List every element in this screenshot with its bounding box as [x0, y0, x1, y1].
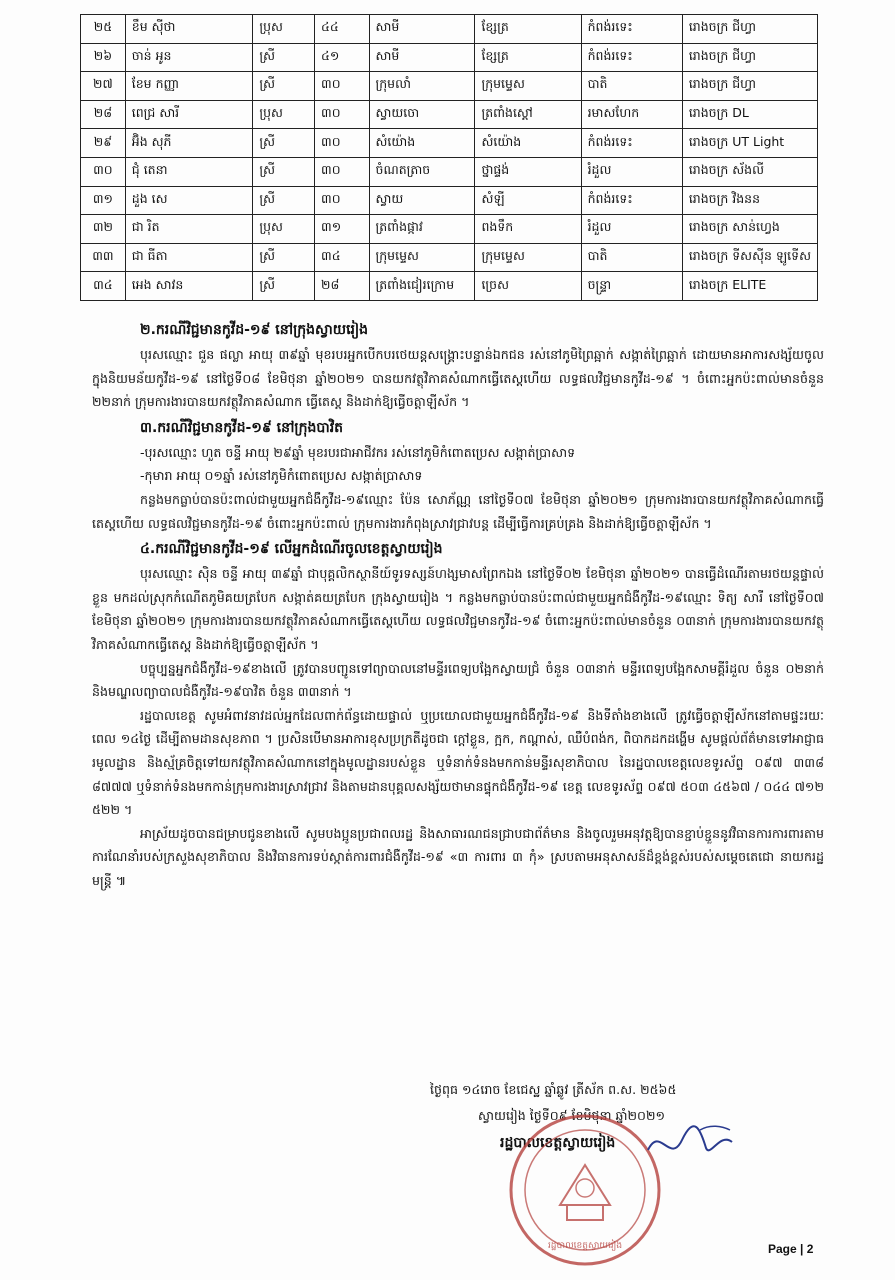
cell-factory: រោងចក្រ សាន់ហ្វេង	[682, 215, 817, 244]
cell-age: ៣០	[315, 186, 369, 215]
cell-age: ៣០	[315, 129, 369, 158]
cell-age: ៣៤	[315, 243, 369, 272]
authority-title: រដ្ឋបាលខេត្តស្វាយរៀង	[500, 1135, 616, 1151]
cell-job: សំយ៉ោង	[369, 129, 475, 158]
cell-commune: ចន្ទ្រា	[581, 272, 682, 301]
table-row	[81, 272, 818, 301]
cell-village: ក្រុមម្ទេស	[475, 72, 581, 101]
seal-text: រដ្ឋបាលខេត្តស្វាយរៀង	[547, 1241, 623, 1251]
cell-age: ៣០	[315, 100, 369, 129]
lunar-date: ថ្ងៃពុធ ១៤រោច ខែជេស្ឋ ឆ្នាំឆ្លូវ ត្រីស័ក ព.ស. ២៥៦៥	[430, 1082, 677, 1097]
cell-no: ២៩	[81, 129, 126, 158]
cell-commune: កំពង់រទេះ	[581, 186, 682, 215]
cell-age: ២៨	[315, 272, 369, 301]
cell-job: សាមី	[369, 43, 475, 72]
cell-name: ដួង សេ	[125, 186, 253, 215]
cell-sex: ប្រុស	[253, 215, 315, 244]
table-row	[81, 100, 818, 129]
table-row	[81, 157, 818, 186]
section-4-paragraph: បុរសឈ្មោះ ស៊ិន ចន្ទី អាយុ ៣៩ឆ្នាំ ជាបុគ្គលិកស្ថានីយ៍ទូរទស្សន៍ហង្សមាសព្រែកឯង នៅថ្ងៃទី០២ ខែមិថុនា ឆ្នាំ២០២១ បានធ្វើដំណើរតាមរថយន្តផ្ទាល់ខ្លួន មកដល់ស្រុកកំណើតភូមិគយត្របែក សង្កាត់គយត្របែក ក្រុងស្វាយរៀង ។ កន្លងមកធ្លាប់បានប៉ះពាល់ជាមួយអ្នកជំងឺកូវីដ-១៩ឈ្មោះ ទិត្យ សារី នៅថ្ងៃទី០៧ ខែមិថុនា ឆ្នាំ២០២១ ក្រុមការងារបានយកវត្ថុវិភាគសំណាកធ្វើតេស្តហើយ លទ្ធផលវិជ្ជមានកូវីដ-១៩ ចំពោះអ្នកប៉ះពាល់មានចំនួន ០៣នាក់ ក្រុមការងារបានយកវត្ថុវិភាគសំណាកធ្វើតេស្ត និងដាក់ឱ្យធ្វើចត្តាឡីស័ក ។	[92, 566, 824, 652]
cell-village: ខ្សែត្រ	[475, 43, 581, 72]
cell-village: ត្រពាំងស្ដៅ	[475, 100, 581, 129]
table-row	[81, 129, 818, 158]
cell-age: ៣១	[315, 215, 369, 244]
cell-sex: ស្រី	[253, 243, 315, 272]
report-body	[92, 316, 824, 892]
section-3-paragraph: កន្លងមកធ្លាប់បានប៉ះពាល់ជាមួយអ្នកជំងឺកូវីដ-១៩ឈ្មោះ ប៉ែន សោភ័ណ្ណ នៅថ្ងៃទី០៧ ខែមិថុនា ឆ្នាំ២០២១ ក្រុមការងារបានយកវត្ថុវិភាគសំណាកធ្វើតេស្តហើយ លទ្ធផលវិជ្ជមានកូវីដ-១៩ ចំពោះអ្នកប៉ះពាល់ ក្រុមការងារកំពុងស្រាវជ្រាវបន្ត ដើម្បីធ្វើការគ្រប់គ្រង និងដាក់ឱ្យធ្វើចត្តាឡីស័ក ។	[92, 491, 824, 531]
cell-no: ២៧	[81, 72, 126, 101]
cell-sex: ស្រី	[253, 272, 315, 301]
cell-job: ស្វាយចោ	[369, 100, 475, 129]
cell-job: ចំណតត្រាច	[369, 157, 475, 186]
case-table	[80, 14, 818, 301]
cell-sex: ប្រុស	[253, 15, 315, 44]
cell-village: ពងទឹក	[475, 215, 581, 244]
cell-no: ២៨	[81, 100, 126, 129]
cell-name: ជា រិត	[125, 215, 253, 244]
cell-age: ៣០	[315, 157, 369, 186]
cell-sex: ស្រី	[253, 157, 315, 186]
cell-sex: ស្រី	[253, 186, 315, 215]
table-row	[81, 243, 818, 272]
treatment-paragraph: បច្ចុប្បន្នអ្នកជំងឺកូវីដ-១៩ខាងលើ ត្រូវបានបញ្ជូនទៅព្យាបាលនៅមន្ទីរពេទ្យបង្អែកស្វាយជ្រំ ចំនួន ០៣នាក់ មន្ទីរពេទ្យបង្អែកសាមគ្គីរំដួល ចំនួន ០២នាក់ និងមណ្ឌលព្យាបាលជំងឺកូវីដ-១៩បាវិត ចំនួន ៣៣នាក់ ។	[92, 660, 824, 700]
cell-commune: បាតិ	[581, 243, 682, 272]
cell-factory: រោងចក្រ ទីសស៊ីន ឡូទើស	[682, 243, 817, 272]
cell-no: ៣៤	[81, 272, 126, 301]
cell-sex: ប្រុស	[253, 100, 315, 129]
cell-age: ៤៤	[315, 15, 369, 44]
cell-name: ពេជ្រ សារី	[125, 100, 253, 129]
cell-village: សំយ៉ោង	[475, 129, 581, 158]
table-row	[81, 15, 818, 44]
cell-age: ៤១	[315, 43, 369, 72]
cell-job: សាមី	[369, 15, 475, 44]
cell-village: សំឡី	[475, 186, 581, 215]
cell-commune: រំដួល	[581, 157, 682, 186]
cell-name: ចាន់ អូន	[125, 43, 253, 72]
section-4-title: ៤.ករណីវិជ្ជមានកូវីដ-១៩ លើអ្នកដំណើរចូលខេត្តស្វាយរៀង	[140, 541, 443, 558]
place-date: ស្វាយរៀង ថ្ងៃទី០៩ ខែមិថុនា ឆ្នាំ២០២១	[478, 1108, 666, 1123]
cell-commune: រំដួល	[581, 215, 682, 244]
cell-job: ក្រុមលាំ	[369, 72, 475, 101]
table-row	[81, 215, 818, 244]
section-3-title: ៣.ករណីវិជ្ជមានកូវីដ-១៩ នៅក្រុងបាវិត	[140, 419, 344, 436]
table-row	[81, 72, 818, 101]
cell-commune: កំពង់រទេះ	[581, 129, 682, 158]
cell-village: ក្រុមម្ទេស	[475, 243, 581, 272]
cell-factory: រោងចក្រ UT Light	[682, 129, 817, 158]
section-3-case-2: -កុមារា អាយុ ០១ឆ្នាំ រស់នៅភូមិកំពោតប្រេស សង្កាត់ប្រាសាទ	[140, 468, 423, 484]
cell-name: ខែម កញ្ញា	[125, 72, 253, 101]
cell-village: ថ្នាផ្ទង់	[475, 157, 581, 186]
closing-paragraph: អាស្រ័យដូចបានជម្រាបជូនខាងលើ សូមបងប្អូនប្រជាពលរដ្ឋ និងសាធារណជនជ្រាបជាព័ត៌មាន និងចូលរួមអនុវត្តឱ្យបានខ្ជាប់ខ្ជួននូវវិធានការការពារតាមការណែនាំរបស់ក្រសួងសុខាភិបាល និងវិធានការទប់ស្កាត់ការពារជំងឺកូវីដ-១៩ «៣ ការពារ ៣ កុំ» ស្របតាមអនុសាសន៍ដ៏ខ្ពង់ខ្ពស់របស់សម្ដេចតេជោ នាយករដ្ឋមន្ត្រី ៕	[92, 825, 824, 888]
case-table-body	[81, 15, 818, 301]
cell-job: ត្រពាំងផ្កាវ	[369, 215, 475, 244]
cell-village: ច្រេស	[475, 272, 581, 301]
cell-name: អ៊ិង សុភី	[125, 129, 253, 158]
cell-factory: រោងចក្រ ស័ងលី	[682, 157, 817, 186]
cell-factory: រោងចក្រ DL	[682, 100, 817, 129]
cell-factory: រោងចក្រ វិងនន	[682, 186, 817, 215]
cell-sex: ស្រី	[253, 72, 315, 101]
cell-job: ត្រពាំងជៀរក្រោម	[369, 272, 475, 301]
cell-job: ក្រុមម្ទេស	[369, 243, 475, 272]
cell-job: ស្វាយ	[369, 186, 475, 215]
cell-village: ខ្សែត្រ	[475, 15, 581, 44]
cell-no: ៣៣	[81, 243, 126, 272]
cell-name: អេង សាវន	[125, 272, 253, 301]
section-2-paragraph: បុរសឈ្មោះ ជួន ផល្លា អាយុ ៣៩ឆ្នាំ មុខរបរអ្នកបើកបរថេយន្ដសង្គ្រោះបន្ទាន់ឯកជន រស់នៅភូមិព្រៃឆ្អាក់ សង្កាត់ព្រៃឆ្អាក់ ដោយមានអាការសង្ស័យចូលក្នុងនិយមន័យកូវីដ-១៩ នៅថ្ងៃទី០៨ ខែមិថុនា ឆ្នាំ២០២១ បានយកវត្ថុវិភាគសំណាកធ្វើតេស្តហើយ លទ្ធផលវិជ្ជមានកូវីដ-១៩ ។ ចំពោះអ្នកប៉ះពាល់មានចំនួន ២២នាក់ ក្រុមការងារបានយកវត្ថុវិភាគសំណាក ធ្វើតេស្ត និងដាក់ឱ្យធ្វើចត្តាឡីស័ក ។	[92, 347, 824, 410]
cell-sex: ស្រី	[253, 43, 315, 72]
handwritten-signature	[640, 1120, 750, 1170]
cell-name: ខឹម ស៊ីថា	[125, 15, 253, 44]
cell-no: ៣២	[81, 215, 126, 244]
cell-sex: ស្រី	[253, 129, 315, 158]
cell-factory: រោងចក្រ ជីហ្វា	[682, 72, 817, 101]
cell-factory: រោងចក្រ ជីហ្វា	[682, 15, 817, 44]
cell-factory: រោងចក្រ ELITE	[682, 272, 817, 301]
cell-name: ជា ធីតា	[125, 243, 253, 272]
table-row	[81, 43, 818, 72]
cell-name: ជុំ តេនា	[125, 157, 253, 186]
page-number: Page | 2	[768, 1242, 814, 1256]
cell-commune: បាតិ	[581, 72, 682, 101]
cell-age: ៣០	[315, 72, 369, 101]
cell-no: ៣០	[81, 157, 126, 186]
section-3-case-1: -បុរសឈ្មោះ ហួត ចន្ទី អាយុ ២៩ឆ្នាំ មុខរបរជាអាជីវករ រស់នៅភូមិកំពោតប្រេស សង្កាត់ប្រាសាទ	[140, 444, 576, 460]
cell-no: ២៦	[81, 43, 126, 72]
cell-no: ២៥	[81, 15, 126, 44]
appeal-paragraph: រដ្ឋបាលខេត្ត សូមអំពាវនាវដល់អ្នកដែលពាក់ព័ន្ធដោយផ្ទាល់ ឬប្រយោលជាមួយអ្នកជំងឺកូវីដ-១៩ និងទីតាំងខាងលើ ត្រូវធ្វើចត្តាឡីស័កនៅតាមផ្ទះរយៈពេល ១៤ថ្ងៃ ដើម្បីតាមដានសុខភាព ។ ប្រសិនបើមានអាការខុសប្រក្រតីដូចជា ក្ដៅខ្លួន, ក្អក, កណ្ដាស់, ឈឺបំពង់ក, ពិបាកដកដង្ហើម សូមផ្ដល់ព័ត៌មានទៅអាជ្ញាធរមូលដ្ឋាន និងស្ម័គ្រចិត្តទៅយកវត្ថុវិភាគសំណាកនៅក្នុងមូលដ្ឋានរបស់ខ្លួន ឬទំនាក់ទំនងមកកាន់មន្ទីរសុខាភិបាល នៃរដ្ឋបាលខេត្តលេខទូរស័ព្ទ ០៩៧ ៣៣៨ ៨៧៧៧ ឬទំនាក់ទំនងមកកាន់ក្រុមការងារស្រាវជ្រាវ និងតាមដានបុគ្គលសង្ស័យថាមានផ្ទុកជំងឺកូវីដ-១៩ ខេត្ត លេខទូរស័ព្ទ ០៩៧ ៥០៣ ៤៥៦៧ / ០៤៤ ៧១២ ៥២២ ។	[92, 707, 824, 818]
cell-commune: កំពង់រទេះ	[581, 15, 682, 44]
section-2-title: ២.ករណីវិជ្ជមានកូវីដ-១៩ នៅក្រុងស្វាយរៀង	[140, 322, 369, 338]
cell-commune: កំពង់រទេះ	[581, 43, 682, 72]
cell-factory: រោងចក្រ ជីហ្វា	[682, 43, 817, 72]
cell-no: ៣១	[81, 186, 126, 215]
cell-commune: រមាសហែក	[581, 100, 682, 129]
table-row	[81, 186, 818, 215]
